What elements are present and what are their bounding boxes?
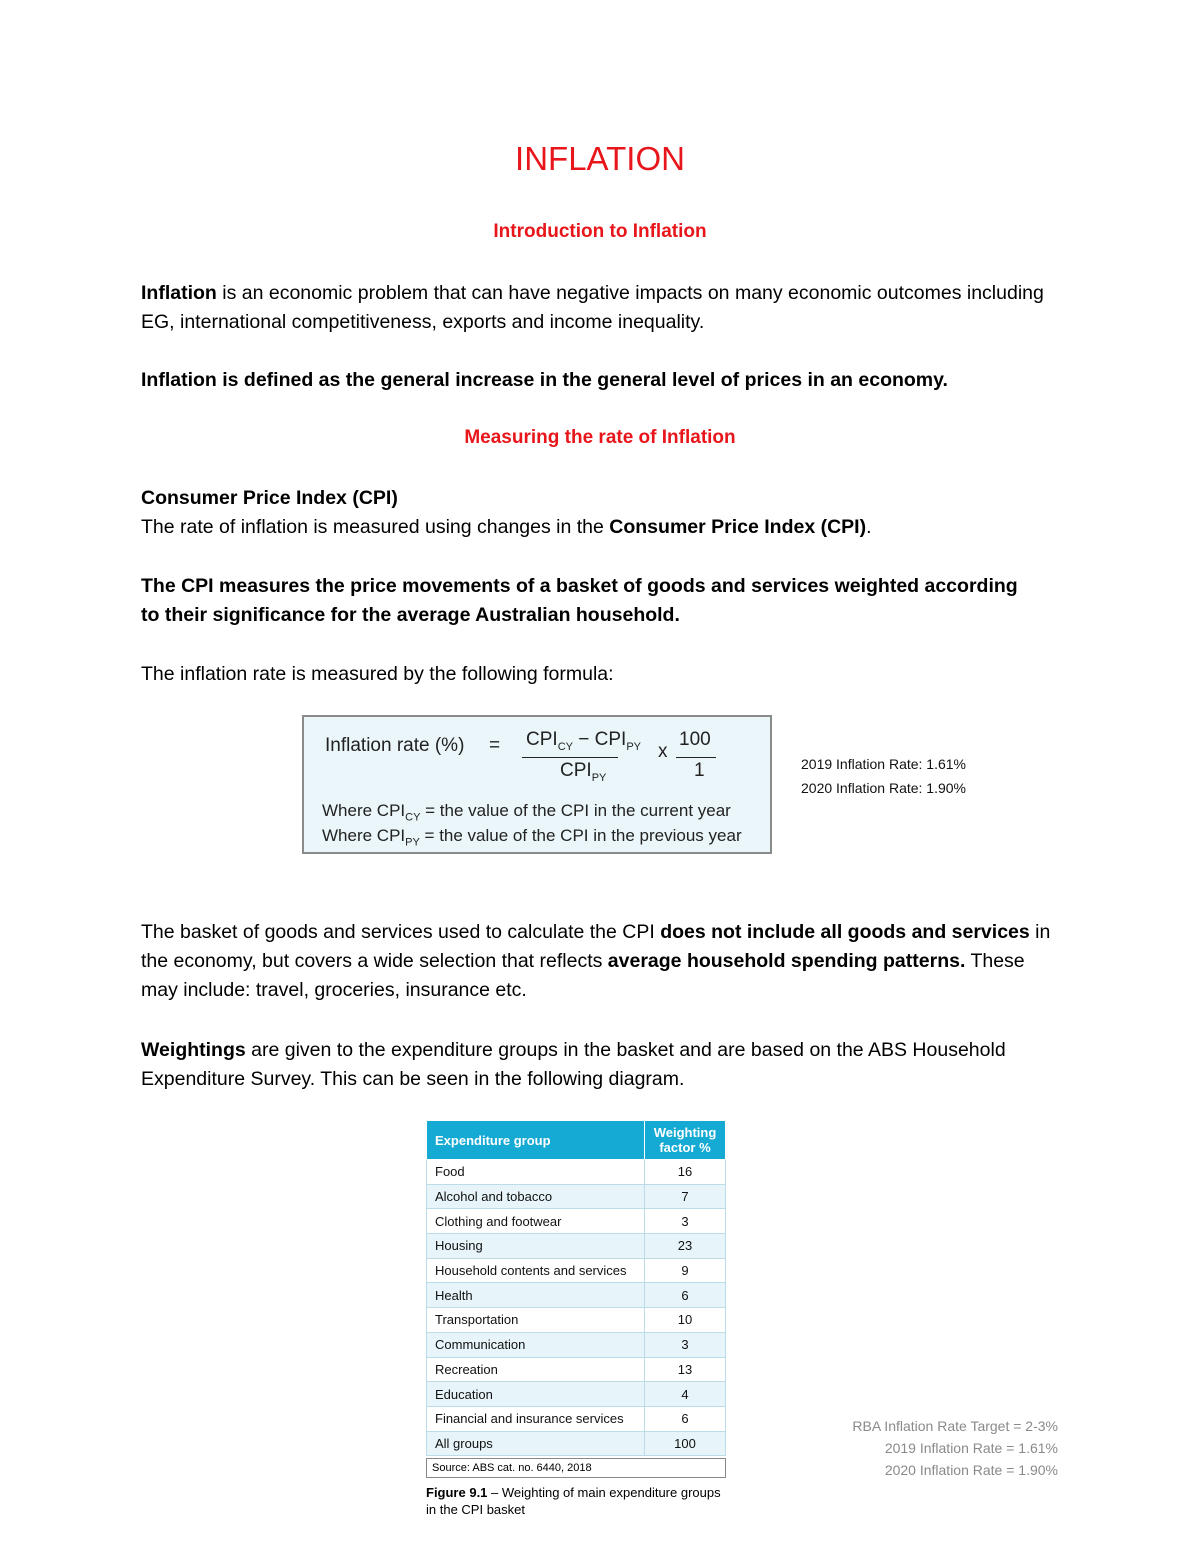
- hundred-fraction-line: [676, 757, 716, 758]
- table-row: [427, 1209, 726, 1234]
- weight-cell: 3: [645, 1332, 726, 1357]
- weight-cell: 10: [645, 1308, 726, 1333]
- cpi-end: .: [866, 516, 872, 538]
- table-row: [427, 1234, 726, 1259]
- cpi-measures-paragraph: The CPI measures the price movements of a basket of goods and services weighted according to their significance for the average Australian household.: [141, 575, 1018, 626]
- group-cell: Household contents and services: [427, 1258, 645, 1283]
- measuring-heading: Measuring the rate of Inflation: [464, 427, 736, 448]
- rba-2019-note: 2019 Inflation Rate = 1.61%: [884, 1440, 1058, 1456]
- table-row: [427, 1283, 726, 1308]
- formula-label: Inflation rate (%): [325, 735, 465, 756]
- weightings-term: Weightings: [141, 1039, 246, 1061]
- weight-cell: 7: [645, 1184, 726, 1209]
- weight-cell: 4: [645, 1382, 726, 1407]
- weight-cell: 23: [645, 1234, 726, 1259]
- figure-label: Figure 9.1: [426, 1485, 488, 1501]
- table-row: [427, 1382, 726, 1407]
- definition-paragraph: Inflation is defined as the general increase in the general level of prices in an economy.: [141, 369, 948, 391]
- table-row: [427, 1160, 726, 1185]
- inflation-formula-box: [302, 715, 772, 854]
- formula-hundred: 100: [679, 729, 711, 750]
- formula-one: 1: [694, 760, 705, 781]
- group-cell: Housing: [427, 1234, 645, 1259]
- weight-cell: 9: [645, 1258, 726, 1283]
- cpi-text: The rate of inflation is measured using changes in the: [141, 516, 610, 538]
- weightings-paragraph: [141, 1036, 1021, 1094]
- rba-target-note: RBA Inflation Rate Target = 2-3%: [852, 1418, 1058, 1434]
- table-header-row: [427, 1121, 726, 1160]
- formula-def-previous: Where $CPI_{PY}$ = the value of the CPI in the previous year: [322, 826, 742, 849]
- table-source: Source: ABS cat. no. 6440, 2018: [426, 1458, 726, 1478]
- formula-times: x: [658, 741, 668, 762]
- weight-cell: 6: [645, 1406, 726, 1431]
- basket-paragraph: The basket of goods and services used to calculate the CPI does not include all goods and services in the economy, but covers a wide selection that reflects average household spending patterns. These may include: travel, groceries, insurance etc.: [141, 921, 1051, 1001]
- group-cell: Recreation: [427, 1357, 645, 1382]
- inflation-term: Inflation: [141, 282, 217, 304]
- cpi-paragraph: [141, 513, 1061, 542]
- group-cell: Clothing and footwear: [427, 1209, 645, 1234]
- intro-paragraph: [141, 279, 1061, 337]
- expenditure-table: [426, 1120, 726, 1456]
- intro-heading: Introduction to Inflation: [493, 221, 707, 242]
- group-cell: All groups: [427, 1431, 645, 1456]
- table-row: [427, 1406, 726, 1431]
- table-row: [427, 1431, 726, 1456]
- side-note-2019: 2019 Inflation Rate: 1.61%: [801, 756, 967, 772]
- weightings-text: are given to the expenditure groups in the basket and are based on the ABS Household Expenditure Survey. This can be seen in the following diagram.: [141, 1039, 1006, 1090]
- group-cell: Food: [427, 1160, 645, 1185]
- group-cell: Education: [427, 1382, 645, 1407]
- table-row: [427, 1184, 726, 1209]
- weight-cell: 13: [645, 1357, 726, 1382]
- weight-cell: 6: [645, 1283, 726, 1308]
- weight-cell: 100: [645, 1431, 726, 1456]
- group-cell: Communication: [427, 1332, 645, 1357]
- table-row: [427, 1332, 726, 1357]
- intro-text: is an economic problem that can have negative impacts on many economic outcomes including EG, international competitiveness, exports and income inequality.: [141, 282, 1044, 333]
- figure-caption-text: – Weighting of main expenditure groups in the CPI basket: [426, 1485, 721, 1518]
- weight-cell: 3: [645, 1209, 726, 1234]
- formula-def-current: Where $CPI_{CY}$ = the value of the CPI in the current year: [322, 801, 731, 824]
- formula-intro: The inflation rate is measured by the following formula:: [141, 663, 614, 685]
- formula-numerator: $CPI_{CY} - CPI_{PY}$: [526, 729, 641, 753]
- cpi-term: Consumer Price Index (CPI): [609, 516, 867, 538]
- group-cell: Health: [427, 1283, 645, 1308]
- cpi-heading: Consumer Price Index (CPI): [141, 487, 398, 509]
- expenditure-table-figure: [426, 1120, 726, 1518]
- rba-2020-note: 2020 Inflation Rate = 1.90%: [884, 1462, 1058, 1478]
- formula-equals: =: [489, 735, 501, 756]
- table-row: [427, 1357, 726, 1382]
- group-cell: Transportation: [427, 1308, 645, 1333]
- header-weighting: Weighting factor %: [645, 1121, 726, 1160]
- weight-cell: 16: [645, 1160, 726, 1185]
- table-row: [427, 1258, 726, 1283]
- group-cell: Financial and insurance services: [427, 1406, 645, 1431]
- fraction-line: [522, 757, 618, 758]
- figure-caption: [426, 1484, 726, 1518]
- group-cell: Alcohol and tobacco: [427, 1184, 645, 1209]
- side-note-2020: 2020 Inflation Rate: 1.90%: [801, 780, 967, 796]
- table-row: [427, 1308, 726, 1333]
- page-title: INFLATION: [515, 140, 685, 177]
- header-expenditure-group: Expenditure group: [427, 1121, 645, 1160]
- formula-denominator: $CPI_{PY}$: [560, 760, 607, 784]
